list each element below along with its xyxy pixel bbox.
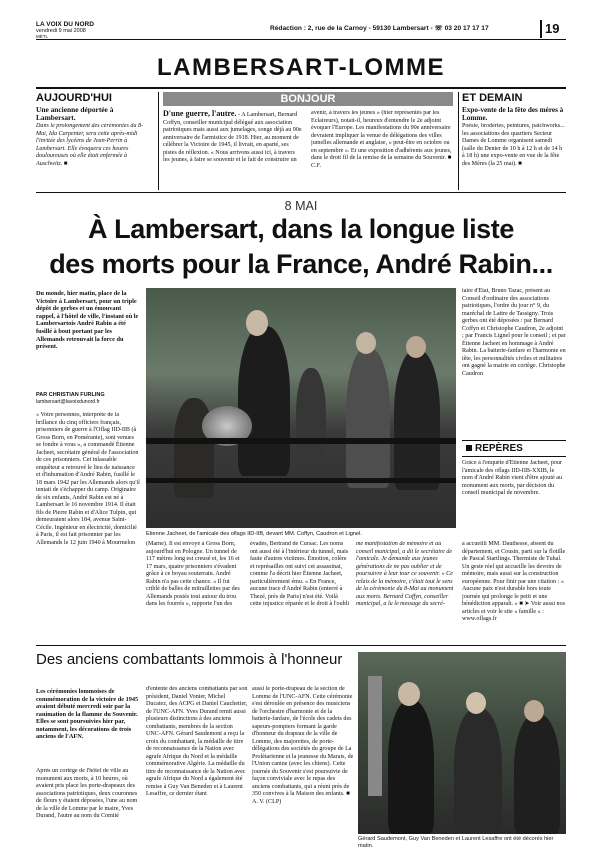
- second-lead: Les cérémonies lommoises de commémoration de la victoire de 1945 avaient débuté mercredi soir par la ranimation de la flamme du Souvenir. Elles se sont poursuivies hier par, notamment, les décorations de trois anciens de l'AFN.: [36, 688, 139, 740]
- article-headline-line-2: des morts pour la France, André Rabin...: [49, 249, 553, 279]
- tomorrow-box: [462, 92, 566, 190]
- reperes-box: [462, 440, 566, 540]
- second-col-1: Après un cortège de l'hôtel de ville au monument aux morts, à 10 heures, où avaient pris place les porte-drapeaux des associations patriotiques, deux couronnes de fleurs y étaient déposées, l'une au nom de la ville de Lomme par le maire, Yves Durand, l'autre au nom du Comité: [36, 768, 138, 819]
- reperes-text: Grâce à l'enquête d'Étienne Jacheet, pour l'amicale des oflags IID-IIB-XXIB, le nom d'André Rabin vient d'être ajouté au monument aux morts, par décision du conseil municipal de novembre.: [462, 460, 563, 496]
- article-headline-line-1: À Lambersart, dans la longue liste: [87, 214, 515, 244]
- redaction-address: Rédaction : 2, rue de la Carnoy - 59130 Lambersart - ☏ 03 20 17 17 17: [270, 25, 489, 32]
- bonjour-col-1: [163, 110, 303, 188]
- reperes-square-icon: [466, 445, 472, 451]
- tomorrow-text: Poésie, broderies, peintures, patchworks... les associations des quartiers Secteur Dames de Lomme organisent samedi (salle du Denier de 10 h à 12 h et de 14 h à 18 h) une expo-vente en vue de la fête des Mères (la 25 mai). ■: [462, 123, 565, 167]
- second-headline: Des anciens combattants lommois à l'honneur: [36, 651, 343, 668]
- veterans-photo-caption: Gérard Saudemont, Guy Van Beneden et Laurent Lesaffre ont été décorés hier matin.: [358, 836, 554, 849]
- today-box: [36, 92, 154, 188]
- author-email: lambersart@lavoixdunord.fr: [36, 399, 100, 405]
- bonjour-kicker: BONJOUR: [163, 92, 453, 106]
- article-kicker: 8 MAI: [284, 199, 318, 213]
- article-byline: PAR CHRISTIAN FURLING: [36, 392, 105, 398]
- veterans-photo: [358, 652, 566, 834]
- today-kicker: AUJOURD'HUI: [36, 92, 112, 104]
- bonjour-text-1: - A Lambersart, Bernard Coffyn, conseiller municipal délégué aux association patriotiques mais aussi aux jumelages, songe déjà au 90e anniversaire de l'armistice de 1918. Hier, au moment de célébrer la Victoire de 1945, il livrait, en aparté, ses pistes de réflexion. « Nous arrivons aussi ici, à travers les jeunes, à faire se souvenir et le fait de construire un: [163, 112, 302, 163]
- article-col-2: (Marne). Il est envoyé à Gross Born, aujourd'hui en Pologne. Un tunnel de 117 mètres long est creusé et, les 16 et 17 mars, quatre prisonniers s'évadent grâce à ce boyau souterrain. André Rabin n'a pas cette chance. « Il fut criblé de balles de mitraillettes par des Allemands postés tout autour du trou dans les fourrés », rapporte l'un des: [146, 541, 240, 607]
- masthead: [36, 21, 566, 41]
- bonjour-box: [163, 92, 453, 190]
- second-col-2: d'entente des anciens combattants par son président, Daniel Vonier, Michel Ducatez, des ACPG et Daniel Cauchetier, de l'UNC-AFN. Yves Durand remit aussi plusieurs distinctions à des anciens combattants, membres de la section UNC-AFN. Gérard Saudemont a reçu la croix du combattant, la médaille de titre de reconnaissance de la Nation avec agrafe Afrique du Nord et la médaille commémorative Algérie. La médaille du titre de reconnaissance de la Nation avec agrafe Afrique du Nord a également été remise à Guy Van Beneden et à Laurent Lesaffre, ce dernier étant: [146, 686, 248, 797]
- bonjour-lead: D'une guerre, l'autre.: [163, 110, 237, 118]
- section-title: LAMBERSART-LOMME: [157, 54, 445, 81]
- article-col-1: « Votre personnes, interprète de la brillance du cinq officiers français, prisonniers de guerre à l'Oflag IID-IIB (à Gross Born, en Poméranie), sont venues se fondre à vous », a commandé Étienne Jacheet, secrétaire général de l'association de ces prisonniers. Cet inlassable enquêteur a retrouvé le lieu de naissance et d'inhumation d'André Rabin, fusillé le 18 mars 1942 par les Allemands alors qu'il tentait de s'échapper du camp. Originaire de six enfants, André Rabin est né à Lambersart le 16 novembre 1914. Il était fils de Pierre Rabin et d'Alice Tulpin, qui demeuraient alors 184, avenue Saint-Cécile. Ingénieur en électricité, domicilié à Paris, il est fait prisonnier par les Allemands le 12 juin 1940 à Mourmelon: [36, 412, 140, 546]
- article-col-4: me manifestation de mémoire et au conseil municipal, a dit le secrétaire de l'amicale. Je demande aux jeunes générations de ne pas oublier et de poursuivre à leur tour ce souvenir. » Ce relais de la mémoire, c'était tout le sens de la cérémonie du 8-Mai au monument aux morts. Bernard Coffyn, conseiller municipal, a lu le message du secré-: [356, 541, 454, 607]
- photo-caption: Étienne Jacheet, de l'amicale des oflags IID-IIB, devant MM. Coffyn, Caudron et Lignel.: [146, 531, 362, 537]
- tomorrow-title: Expo-vente de la fête des mères à Lomme.: [462, 106, 564, 122]
- article-col-3: évadés, Bertrand de Cursac. Les noms ont aussi été à l'intérieur du tunnel, mais faute d'autres victimes. Émotion, colère et représailles ont suivi cet assassinat, comme l'a décrit hier Étienne Jacheet, particulièrement ému. « En France, aucune trace d'André Rabin (enterré à Thezé, près de Paris) n'est été. Voilà cette injustice réparée et le droit à l'oubli: [250, 541, 350, 607]
- page-number: 19: [545, 21, 560, 36]
- second-col-3: aussi le porte-drapeau de la section de Lomme de l'UNC-AFN. Cette cérémonie s'est déroulée en présence des musiciens de l'orchestre d'harmonie et de la batterie-fanfare, de l'école des cadets des sapeurs-pompiers formant la garde d'honneur du drapeau de la ville de Lomme, des majorettes, de porte-délégations des sociétés du groupe de La Prolétarienne et la jeunesse du Marais, de l'Union canine (avec les chiens). Cette journée du Souvenir s'est poursuivie de façon conviviale avec le repas des anciens combattants, qui a réuni près de 350 convives à la Maison des enfants. ■ A. V. (CLP): [252, 686, 354, 805]
- article-right-col: taire d'État, Bruno Tazac, présent au Conseil d'ordinaire des associations patriotiques, l'ordre du jour n° 9, du maréchal de Lattre de Tassigny. Trois gerbes ont été déposées : par Bernard Coffyn et Christophe Caudron, 2e adjoint ; par Francis Lignel pour le conseil ; et par Étienne Jacheet en hommage à André Rabin. La batterie-fanfare et l'harmonie en tête, les personnalités civiles et militaires ont gagné la mairie en cortège. Christophe Caudron: [462, 288, 566, 377]
- newspaper-name: LA VOIX DU NORD: [36, 21, 94, 28]
- issue-date: vendredi 9 mai 2008: [36, 28, 86, 34]
- reperes-title: [462, 440, 566, 457]
- today-title: Une ancienne déportée à Lambersart.: [36, 106, 114, 122]
- article-lead: Du monde, hier matin, place de la Victoire à Lambersart, pour un triple dépôt de gerbes et un émouvant rappel, à l'hôtel de ville, l'instant où le Lambersartois André Rabin a été fusillé à bout portant par les Allemands retrouvait la force du présent.: [36, 290, 139, 351]
- ceremony-photo: [146, 288, 456, 528]
- article-right-col-2: a accueilli MM. Dauthesse, absent du département, et Cousin, parti sur la flotille de Pascal Startlings. Thermiste de Tuhal. Un geste réel qui accueille les devoirs de mémoire, mais aussi sur la construction européenne. Pour finir par une citation : « Aucune paix n'est durable hors toute journée qui prolonge le petit et une bénédiction apparaît. » ■ ➤ Voir aussi nos articles et voir le site « famille » : www.oflags.fr: [462, 541, 566, 622]
- reperes-label: REPÈRES: [475, 443, 523, 454]
- edition-code: MÉTL: [36, 34, 49, 39]
- bonjour-col-2: avenir, à travers les jeunes » (hier représentés par les Eclaireurs), notait-il, heureux d'entendre le 2e adjoint évoquer l'Europe. Les manifestations du 90e anniversaire devraient impliquer la venue de délégations des villes jumelles allemande et anglaise, « peut-être en octobre ou en septembre ». Et une exposition d'adhérents aux jeunes, dans le droit fil de la remise de la semaine du Souvenir. ■ C.F.: [311, 110, 452, 169]
- tomorrow-kicker: ET DEMAIN: [462, 92, 523, 104]
- today-text: Dans le prolongement des cérémonies du 8-Mai, Ida Carpenter, sera cette après-midi l'invitée des lycéens de Jean-Perrin à Lambersart. Elle évoquera ces heures douloureuses où elle était enfermée à Auschwitz. ■: [36, 123, 144, 167]
